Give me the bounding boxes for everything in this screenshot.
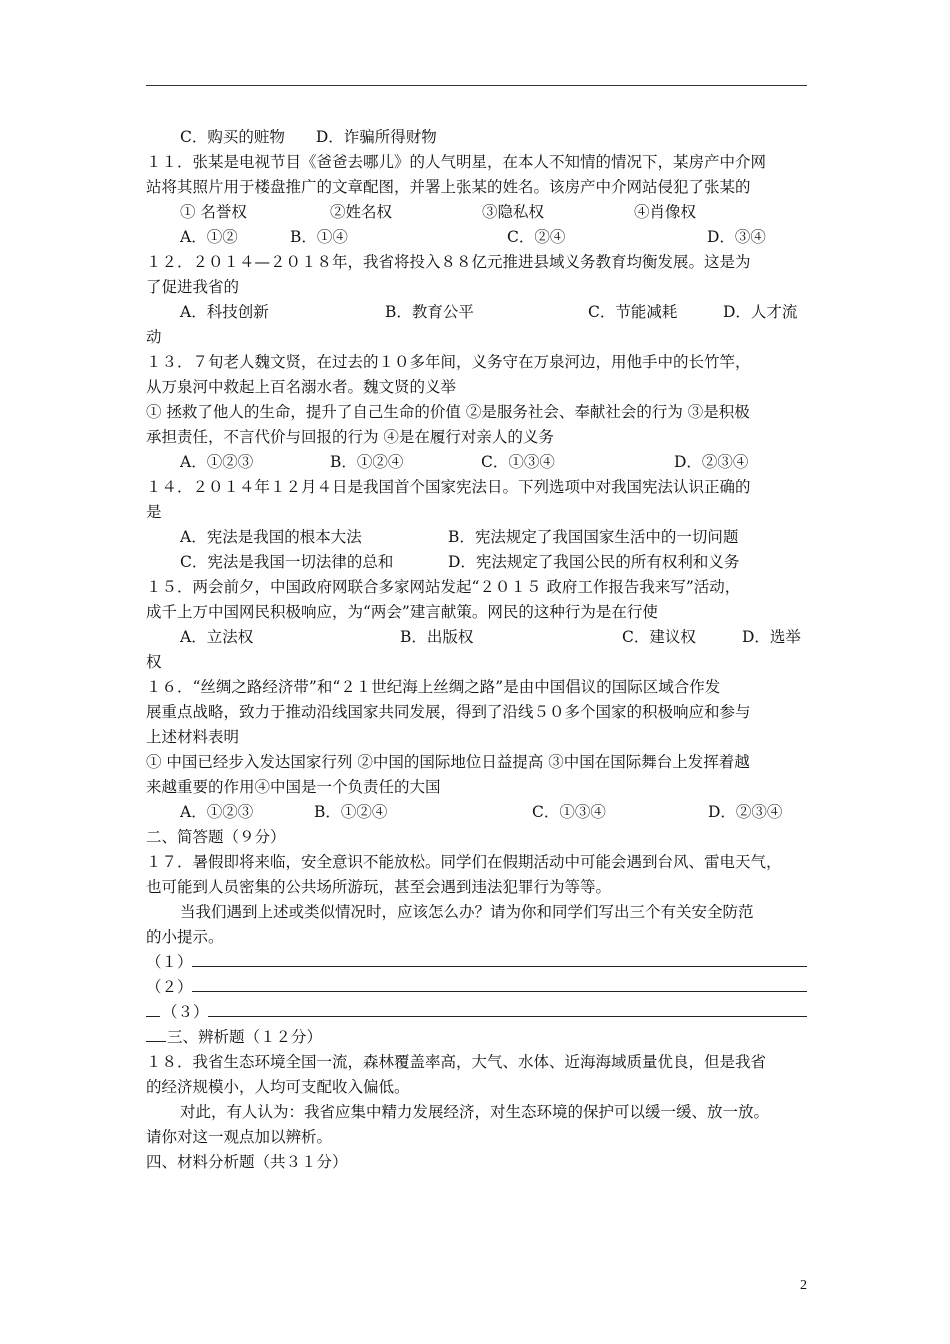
q16-stem-2: 展重点战略，致力于推动沿线国家共同发展，得到了沿线５０多个国家的积极响应和参与: [146, 703, 751, 721]
q11-stem-1: １１．张某是电视节目《爸爸去哪儿》的人气明星，在本人不知情的情况下，某房产中介网: [146, 153, 767, 171]
q17-stem-3: 当我们遇到上述或类似情况时，应该怎么办？请为你和同学们写出三个有关安全防范: [180, 903, 754, 921]
q11-item: ① 名誉权: [180, 203, 247, 221]
q14-stem-2: 是: [146, 503, 162, 521]
answer-blank-3[interactable]: [208, 1016, 807, 1017]
option: D．③④: [707, 228, 766, 246]
q15-stem-2: 成千上万中国网民积极响应，为“两会”建言献策。网民的这种行为是在行使: [146, 603, 658, 621]
option: B．①④: [290, 228, 348, 246]
option: B．宪法规定了我国国家生活中的一切问题: [448, 528, 739, 546]
option: A．科技创新: [180, 303, 269, 321]
page-number: 2: [800, 1278, 807, 1293]
q18-stem-3: 对此，有人认为：我省应集中精力发展经济，对生态环境的保护可以缓一缓、放一放。: [180, 1103, 770, 1121]
section-2-heading: 二、简答题（９分）: [146, 828, 286, 846]
q14-options-1: [180, 527, 807, 547]
q13-stem-1: １３．７旬老人魏文贤，在过去的１０多年间，义务守在万泉河边，用他手中的长竹竿，: [146, 353, 751, 371]
q11-items: [180, 202, 807, 222]
q17-stem-4: 的小提示。: [146, 928, 224, 946]
option: D．人才流: [723, 303, 798, 321]
option: B．教育公平: [385, 303, 474, 321]
section-3-heading: 三、辨析题（１２分）: [167, 1028, 323, 1046]
q16-items-1: ① 中国已经步入发达国家行列 ②中国的国际地位日益提高 ③中国在国际舞台上发挥着越: [146, 753, 750, 771]
q13-items-2: 承担责任，不言代价与回报的行为 ④是在履行对亲人的义务: [146, 428, 554, 446]
q11-item: ③隐私权: [482, 203, 545, 221]
q13-items-1: ① 拯救了他人的生命，提升了自己生命的价值 ②是服务社会、奉献社会的行为 ③是积极: [146, 403, 750, 421]
option: D．宪法规定了我国公民的所有权利和义务: [448, 553, 740, 571]
option: A．①②③: [180, 803, 254, 821]
answer-label-2: （２）: [146, 978, 193, 996]
q14-stem-1: １４．２０１４年１２月４日是我国首个国家宪法日。下列选项中对我国宪法认识正确的: [146, 478, 751, 496]
answer-blank-1[interactable]: [192, 966, 807, 967]
option: C．节能减耗: [588, 303, 678, 321]
q15-stem-1: １５．两会前夕，中国政府网联合多家网站发起“２０１５ 政府工作报告我来写”活动，: [146, 578, 741, 596]
q11-options: [180, 227, 807, 247]
q12-options: [180, 302, 807, 322]
heading-underline-lead: [146, 1041, 166, 1042]
q14-options-2: [180, 552, 807, 572]
answer-blank-3-lead: [146, 1016, 160, 1017]
q18-stem-4: 请你对这一观点加以辨析。: [146, 1128, 333, 1146]
option: B．①②④: [314, 803, 388, 821]
q16-options: [180, 802, 807, 822]
q17-stem-1: １７．暑假即将来临，安全意识不能放松。同学们在假期活动中可能会遇到台风、雷电天气，: [146, 853, 782, 871]
header-rule: [146, 85, 807, 86]
q16-stem-3: 上述材料表明: [146, 728, 240, 746]
answer-label-1: （１）: [146, 953, 193, 971]
option: C．②④: [507, 228, 566, 246]
option: D．②③④: [674, 453, 749, 471]
q10-options: C．购买的赃物 D．诈骗所得财物: [180, 128, 437, 146]
q11-item: ④肖像权: [634, 203, 697, 221]
q11-item: ②姓名权: [330, 203, 393, 221]
option: C．建议权: [622, 628, 696, 646]
option: C．①③④: [481, 453, 555, 471]
q16-stem-1: １６．“丝绸之路经济带”和“２１世纪海上丝绸之路”是由中国倡议的国际区域合作发: [146, 678, 721, 696]
q13-options: [180, 452, 807, 472]
option: D．②③④: [708, 803, 783, 821]
option: A．立法权: [180, 628, 254, 646]
q12-wrap: 动: [146, 328, 162, 346]
q15-wrap: 权: [146, 653, 162, 671]
option: C．宪法是我国一切法律的总和: [180, 553, 394, 571]
q15-options: [180, 627, 807, 647]
option: B．出版权: [400, 628, 474, 646]
q18-stem-1: １８．我省生态环境全国一流，森林覆盖率高，大气、水体、近海海域质量优良，但是我省: [146, 1053, 767, 1071]
q12-stem-1: １２．２０１４—２０１８年，我省将投入８８亿元推进县域义务教育均衡发展。这是为: [146, 253, 751, 271]
option: A．①②③: [180, 453, 254, 471]
option: D．选举: [742, 628, 801, 646]
answer-blank-2[interactable]: [192, 991, 807, 992]
option: A．宪法是我国的根本大法: [180, 528, 362, 546]
q12-stem-2: 了促进我省的: [146, 278, 240, 296]
q13-stem-2: 从万泉河中救起上百名溺水者。魏文贤的义举: [146, 378, 457, 396]
option: B．①②④: [330, 453, 404, 471]
q17-stem-2: 也可能到人员密集的公共场所游玩，甚至会遇到违法犯罪行为等等。: [146, 878, 612, 896]
option: A．①②: [180, 228, 238, 246]
option: C．①③④: [532, 803, 606, 821]
q16-items-2: 来越重要的作用④中国是一个负责任的大国: [146, 778, 441, 796]
q11-stem-2: 站将其照片用于楼盘推广的文章配图，并署上张某的姓名。该房产中介网站侵犯了张某的: [146, 178, 751, 196]
answer-label-3: （３）: [162, 1003, 209, 1021]
section-4-heading: 四、材料分析题（共３１分）: [146, 1153, 348, 1171]
q18-stem-2: 的经济规模小，人均可支配收入偏低。: [146, 1078, 410, 1096]
